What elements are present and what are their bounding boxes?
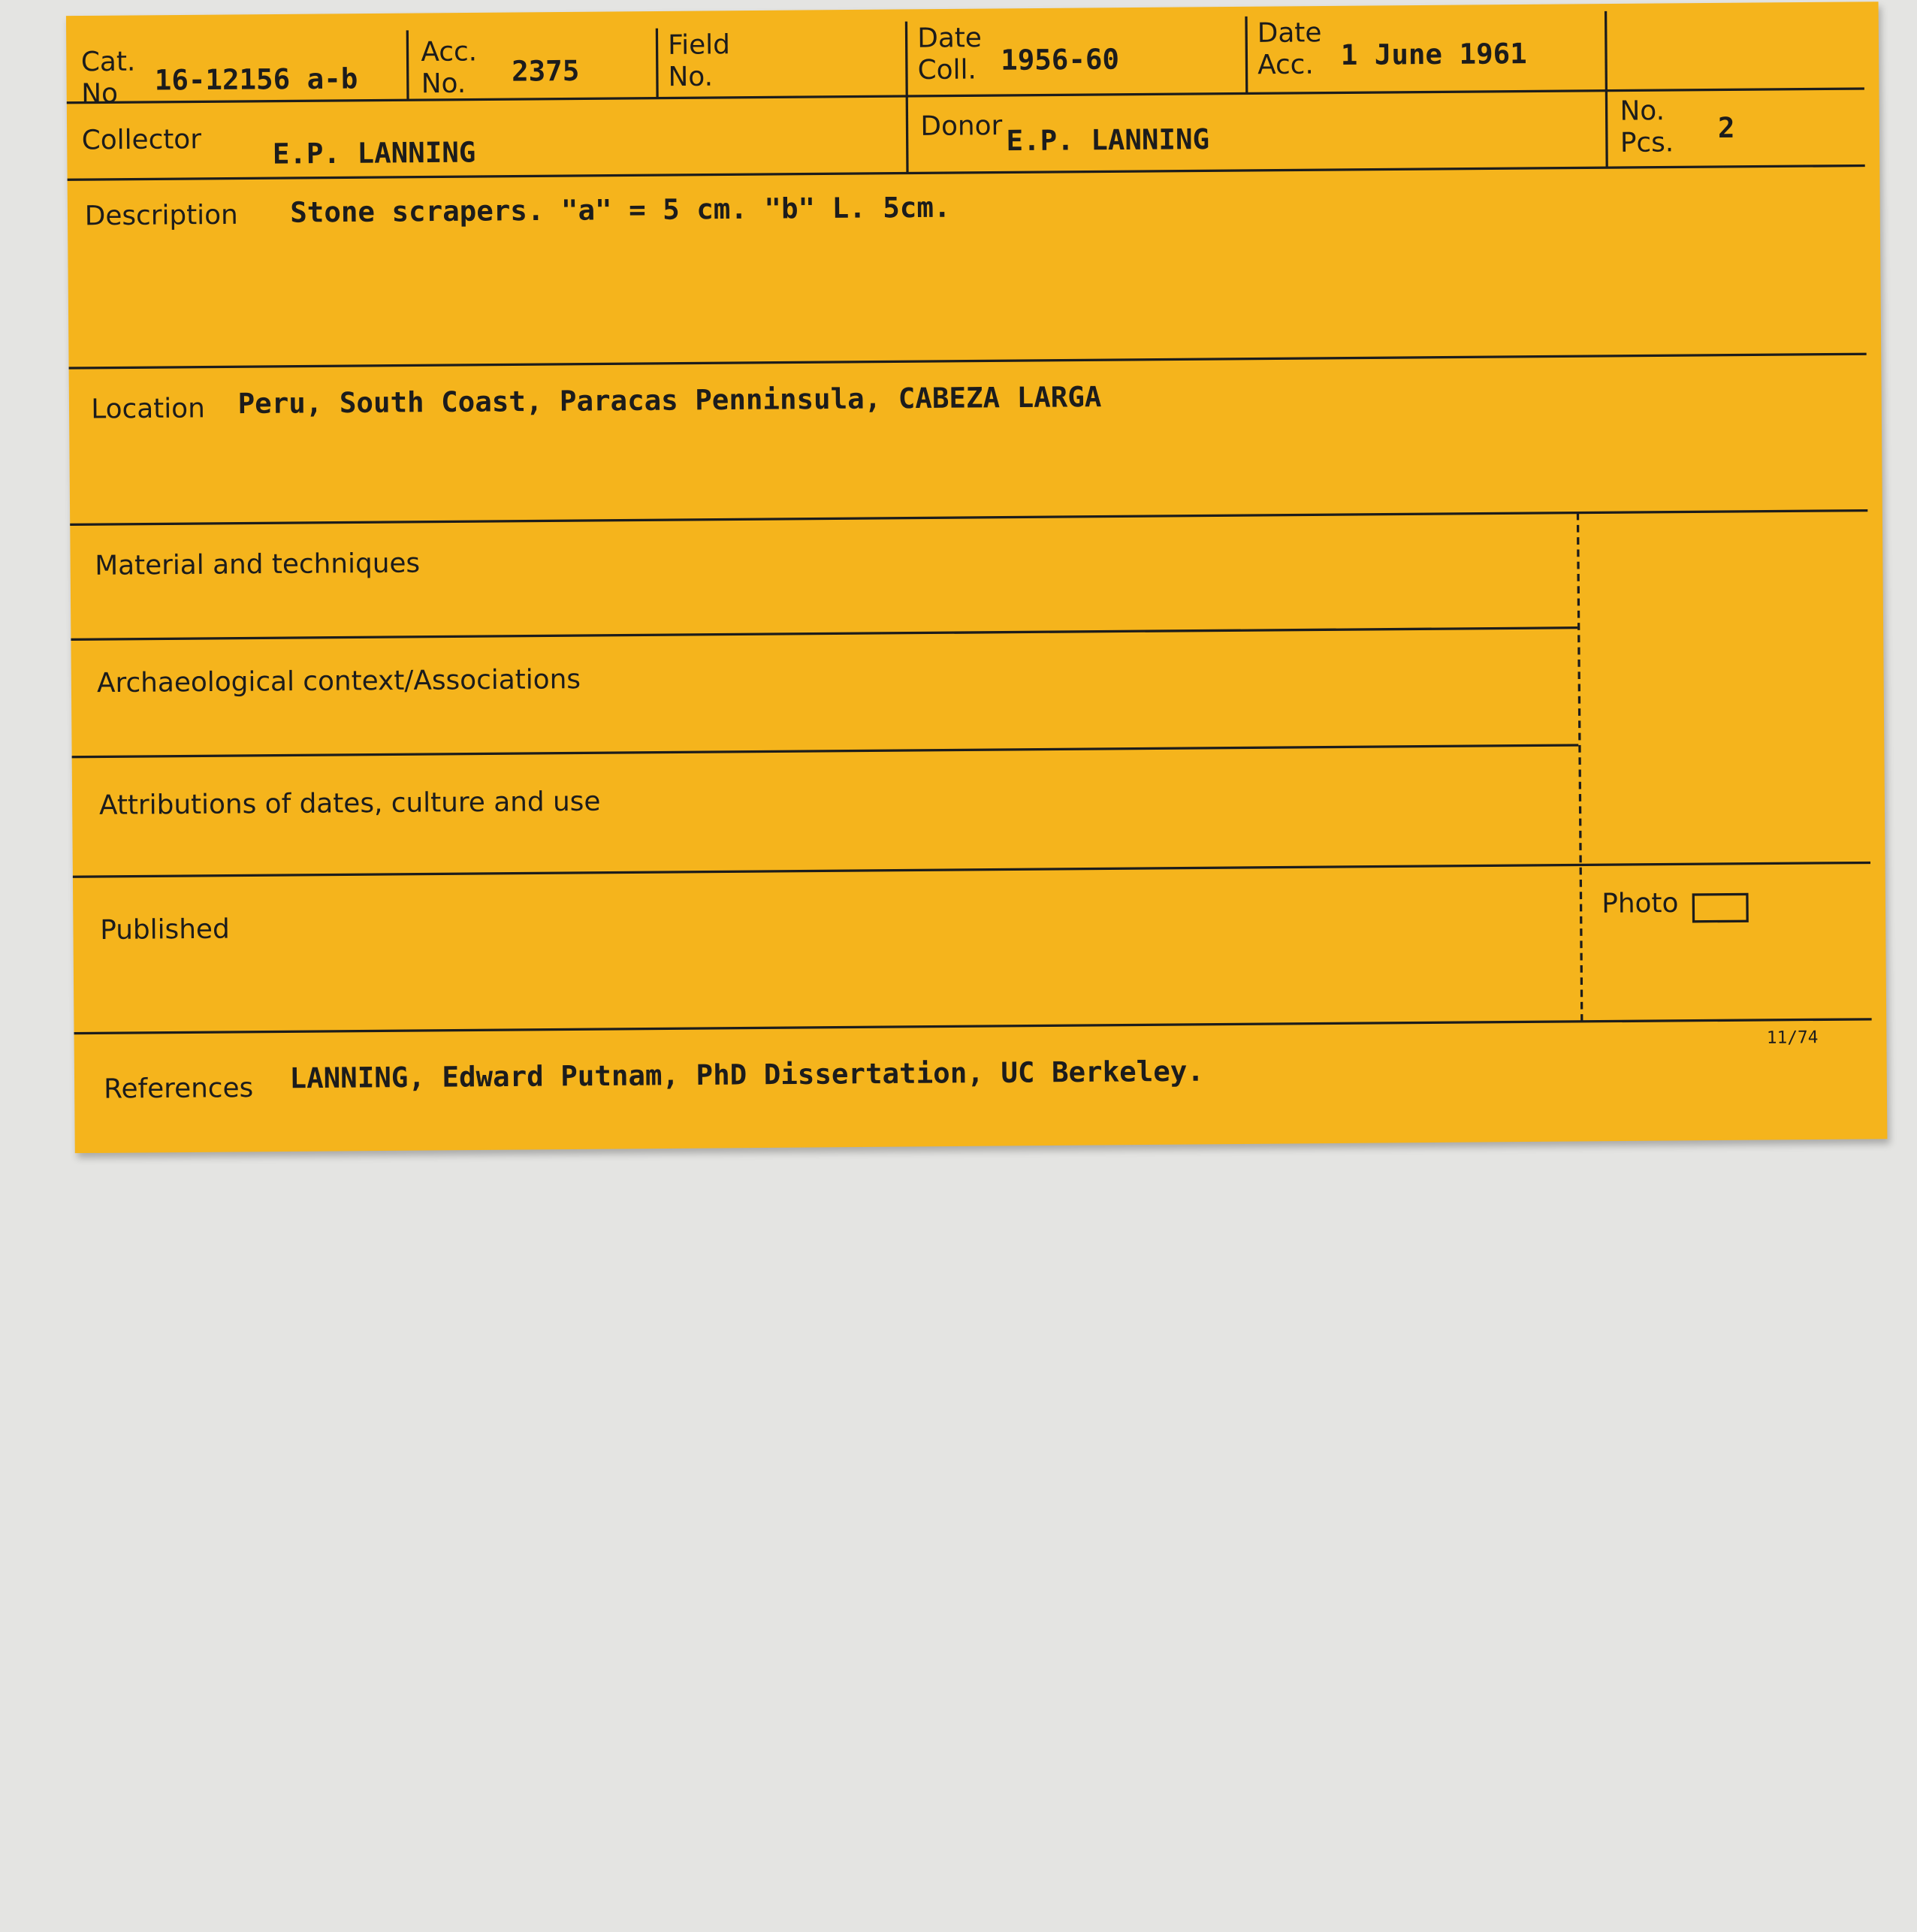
date-coll-label-line1: Date — [917, 23, 983, 55]
collector-label: Collector — [81, 125, 202, 157]
pcs-label-line1: No. — [1620, 96, 1665, 128]
photo-label: Photo — [1602, 889, 1679, 920]
pcs-label-line2: Pcs. — [1620, 128, 1674, 159]
photo-checkbox — [1692, 893, 1749, 923]
location-value: Peru, South Coast, Paracas Penninsula, CABEZA LARGA — [237, 382, 1102, 421]
cat-label-line1: Cat. — [80, 47, 136, 79]
form-code: 11/74 — [1766, 1028, 1819, 1049]
acc-number-value: 2375 — [511, 56, 580, 89]
attributions-divider — [73, 862, 1870, 878]
description-value: Stone scrapers. "a" = 5 cm. "b" L. 5cm. — [290, 192, 951, 230]
location-divider — [70, 509, 1867, 526]
attributions-label: Attributions of dates, culture and use — [98, 786, 601, 822]
published-divider — [74, 1018, 1872, 1034]
donor-value: E.P. LANNING — [1006, 124, 1210, 158]
datecoll-dateacc-divider — [1245, 17, 1248, 94]
pcs-value: 2 — [1717, 113, 1735, 145]
date-coll-label-line2: Coll. — [917, 55, 977, 86]
catalog-card — [66, 2, 1888, 1153]
date-acc-label-line2: Acc. — [1257, 50, 1314, 82]
references-label: References — [104, 1073, 254, 1106]
material-label: Material and techniques — [95, 548, 421, 582]
archaeological-label: Archaeological context/Associations — [96, 665, 581, 699]
photo-column-divider — [1577, 513, 1583, 1022]
acc-field-divider — [656, 29, 659, 98]
material-divider — [71, 626, 1577, 641]
cat-number-value: 16-12156 a-b — [154, 63, 358, 98]
description-divider — [69, 353, 1867, 370]
archaeological-divider — [72, 744, 1579, 758]
date-coll-value: 1956-60 — [1001, 44, 1120, 77]
date-acc-value: 1 June 1961 — [1340, 38, 1527, 72]
collector-value: E.P. LANNING — [272, 137, 476, 171]
date-acc-label-line1: Date — [1257, 18, 1322, 50]
field-label-line2: No. — [668, 62, 714, 93]
cat-label-line2: No — [81, 79, 119, 110]
description-label: Description — [84, 200, 238, 233]
acc-label-line1: Acc. — [421, 37, 478, 68]
donor-label: Donor — [920, 111, 1003, 143]
field-label-line1: Field — [668, 30, 731, 62]
cat-acc-divider — [406, 30, 409, 100]
acc-label-line2: No. — [421, 68, 466, 101]
location-label: Location — [91, 394, 205, 426]
references-value: LANNING, Edward Putnam, PhD Dissertation, UC Berkeley. — [289, 1056, 1205, 1096]
published-label: Published — [100, 914, 230, 946]
